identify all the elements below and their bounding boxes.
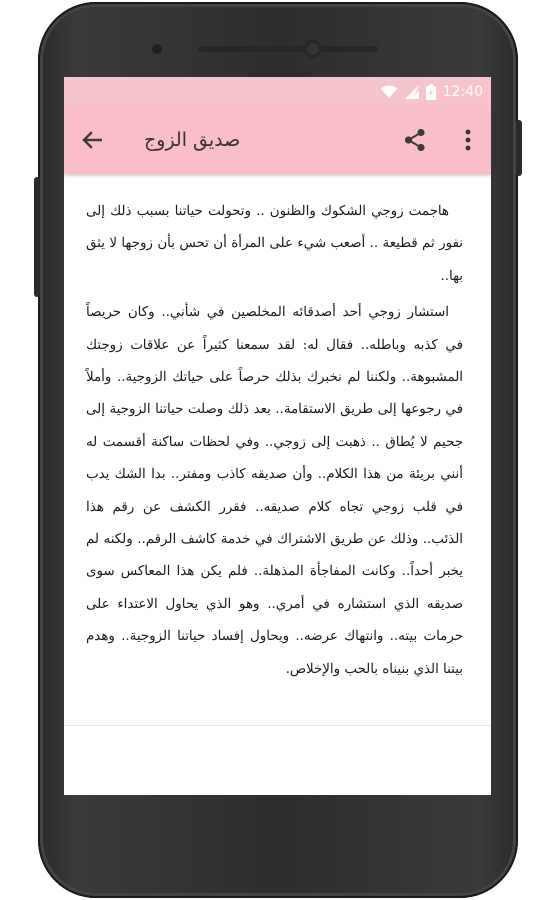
app-bar bbox=[64, 106, 491, 174]
share-button[interactable] bbox=[393, 118, 437, 162]
arrow-back-icon bbox=[82, 131, 102, 149]
signal-icon bbox=[404, 85, 420, 99]
more-vert-icon bbox=[465, 129, 471, 151]
volume-button bbox=[34, 177, 40, 297]
front-camera bbox=[304, 40, 322, 58]
page-title: صديق الزوج bbox=[144, 129, 241, 151]
content-divider bbox=[64, 725, 491, 726]
article-body bbox=[64, 174, 491, 686]
battery-icon bbox=[426, 84, 436, 100]
earpiece-speaker bbox=[198, 46, 378, 52]
proximity-sensor bbox=[152, 44, 162, 54]
article-paragraph: استشار زوجي أحد أصدقائه المخلصين في شأني.. وكان حريصاً في كذبه وباطله.. فقال له: لقد سمعنا كثيراً عن علاقات زوجتك المشبوهة.. ولكننا لم نخبرك بذلك حرصاً على حياتك الزوجية.. وأملاً في رجوعها إلى طريق الاستقامة.. بعد ذلك وصلت حياتنا الزوجية إلى جحيم لا يُطاق .. ذهبت إلى زوجي.. وفي لحظات ساكنة أقسمت له أنني بريئة من هذا الكلام.. وأن صديقه كاذب ومفتر.. بدا الشك يدب في قلب زوجي تجاه كلام صديقه.. فقرر الكشف عن رقم هذا الذئب.. وذلك عن طريق الاشتراك في خدمة كاشف الرقم.. ولكنه لم يخبر أحداً.. وكانت المفاجأة المذهلة.. فلم يكن هذا المعاكس سوى صديقه الذي استشاره في أمري.. وهو الذي يحاول الاعتداء على حرمات بيته.. وانتهاك عرضه.. ويحاول إفساد حياتنا الزوجية.. وهدم بيتنا الذي بنيناه بالحب والإخلاص. bbox=[86, 305, 463, 677]
power-button bbox=[516, 120, 522, 176]
article-paragraph: هاجمت زوجي الشكوك والظنون .. وتحولت حياتنا بسبب ذلك إلى نفور ثم قطيعة .. أصعب شيء على المرأة أن تحس بأن زوجها لا يثق بها.. bbox=[86, 204, 463, 284]
screen bbox=[64, 77, 491, 795]
wifi-icon bbox=[380, 85, 398, 99]
share-icon bbox=[404, 128, 426, 152]
back-button[interactable] bbox=[64, 112, 120, 168]
status-bar bbox=[64, 77, 491, 106]
overflow-menu-button[interactable] bbox=[453, 118, 483, 162]
status-time: 12:40 bbox=[442, 83, 483, 100]
